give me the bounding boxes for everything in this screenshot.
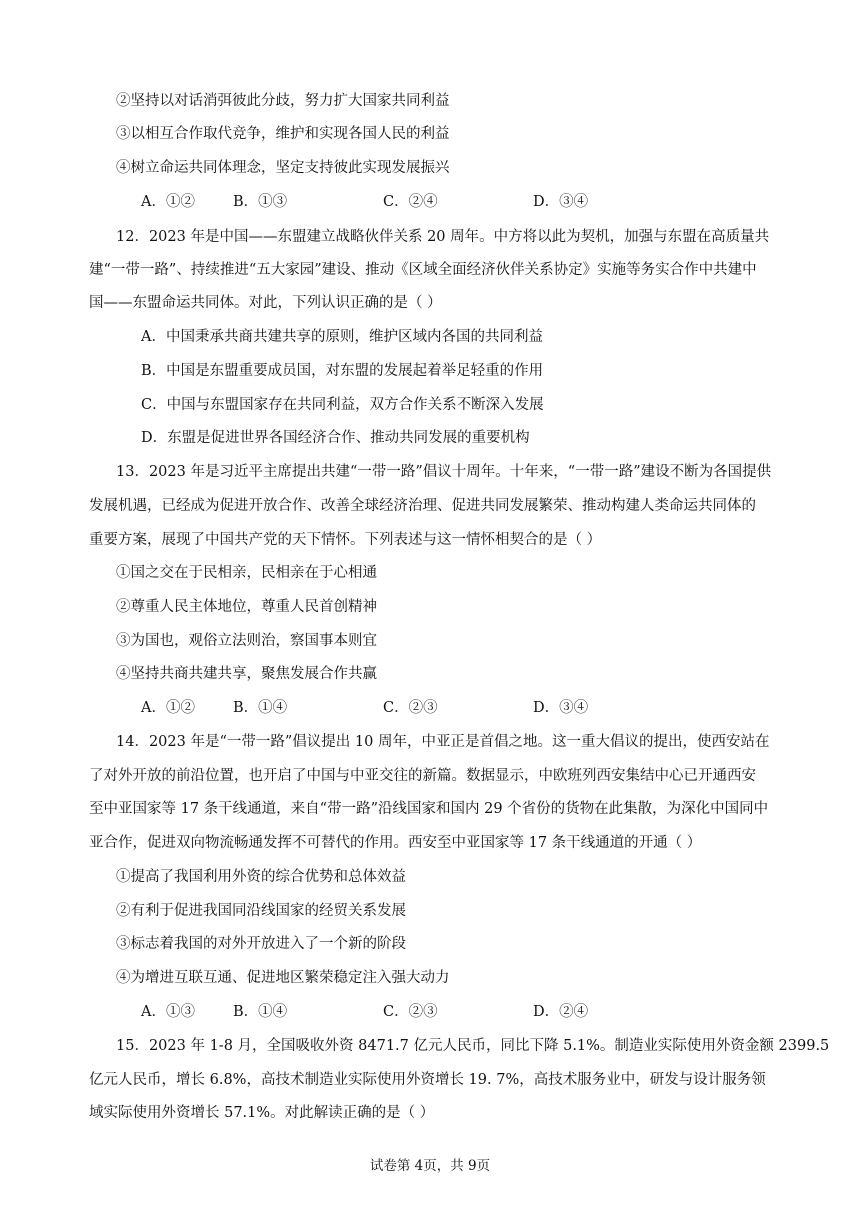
q14-stem-line-1: 14．2023 年是“一带一路”倡议提出 10 周年，中亚正是首倡之地。这一重大倡议的提出，使西安站在: [116, 734, 770, 750]
q15-stem-line-2: 亿元人民币，增长 6.8%，高技术制造业实际使用外资增长 19. 7%，高技术服务业中，研发与设计服务领: [89, 1072, 766, 1088]
q13-choice-d: D．③④: [533, 700, 589, 716]
q13-item-1: ①国之交在于民相亲，民相亲在于心相通: [116, 565, 377, 581]
q13-item-2: ②尊重人民主体地位，尊重人民首创精神: [116, 599, 377, 615]
q13-choice-a: A．①②: [141, 700, 195, 716]
q13-item-4: ④坚持共商共建共享，聚焦发展合作共赢: [116, 666, 377, 682]
q13-stem-line-2: 发展机遇，已经成为促进开放合作、改善全球经济治理、促进共同发展繁荣、推动构建人类命运共同体的: [89, 498, 756, 514]
q11-item-3: ③以相互合作取代竞争，维护和实现各国人民的利益: [116, 126, 450, 142]
page-footer: 试卷第 4页，共 9页: [369, 1158, 491, 1174]
q14-choice-a: A．①③: [141, 1004, 195, 1020]
q11-choice-a: A．①②: [141, 194, 195, 210]
q12-choice-d: D．东盟是促进世界各国经济合作、推动共同发展的重要机构: [141, 430, 530, 446]
q14-choice-c: C．②③: [383, 1004, 438, 1020]
q14-item-2: ②有利于促进我国同沿线国家的经贸关系发展: [116, 903, 406, 919]
q11-item-2: ②坚持以对话消弭彼此分歧，努力扩大国家共同利益: [116, 93, 450, 109]
q14-stem-line-4: 亚合作，促进双向物流畅通发挥不可替代的作用。西安至中亚国家等 17 条干线通道的开通（ ）: [89, 835, 702, 851]
q13-item-3: ③为国也，观俗立法则治，察国事本则宜: [116, 633, 377, 649]
q14-item-1: ①提高了我国利用外资的综合优势和总体效益: [116, 869, 406, 885]
q11-choice-c: C．②④: [383, 194, 438, 210]
q11-choice-d: D．③④: [533, 194, 589, 210]
q12-stem-line-1: 12．2023 年是中国——东盟建立战略伙伴关系 20 周年。中方将以此为契机，加强与东盟在高质量共: [116, 229, 770, 245]
q13-stem-line-3: 重要方案，展现了中国共产党的天下情怀。下列表述与这一情怀相契合的是（ ）: [89, 532, 602, 548]
q12-choice-c: C．中国与东盟国家存在共同利益，双方合作关系不断深入发展: [141, 397, 544, 413]
q14-item-3: ③标志着我国的对外开放进入了一个新的阶段: [116, 936, 406, 952]
q12-choice-a: A．中国秉承共商共建共享的原则，维护区域内各国的共同利益: [141, 329, 543, 345]
q13-choice-b: B．①④: [233, 700, 288, 716]
q11-item-4: ④树立命运共同体理念，坚定支持彼此实现发展振兴: [116, 160, 450, 176]
q12-stem-line-2: 建“一带一路”、持续推进“五大家园”建设、推动《区域全面经济伙伴关系协定》实施等务实合作中共建中: [89, 262, 757, 278]
q14-stem-line-2: 了对外开放的前沿位置，也开启了中国与中亚交往的新篇。数据显示，中欧班列西安集结中心已开通西安: [89, 768, 756, 784]
q14-choice-d: D．②④: [533, 1004, 589, 1020]
q14-stem-line-3: 至中亚国家等 17 条干线通道，来自“带一路”沿线国家和国内 29 个省份的货物在此集散，为深化中国同中: [89, 801, 769, 817]
q13-choice-c: C．②③: [383, 700, 438, 716]
q14-item-4: ④为增进互联互通、促进地区繁荣稳定注入强大动力: [116, 970, 450, 986]
q12-choice-b: B．中国是东盟重要成员国，对东盟的发展起着举足轻重的作用: [141, 363, 544, 379]
q15-stem-line-1: 15．2023 年 1-8 月，全国吸收外资 8471.7 亿元人民币，同比下降 5.1%。制造业实际使用外资金额 2399.5: [116, 1038, 830, 1054]
q13-stem-line-1: 13．2023 年是习近平主席提出共建“一带一路”倡议十周年。十年来，“一带一路”建设不断为各国提供: [116, 464, 772, 480]
q15-stem-line-3: 域实际使用外资增长 57.1%。对此解读正确的是（ ）: [89, 1105, 435, 1121]
q11-choice-b: B．①③: [233, 194, 288, 210]
q14-choice-b: B．①④: [233, 1004, 288, 1020]
q12-stem-line-3: 国——东盟命运共同体。对此，下列认识正确的是（ ）: [89, 295, 442, 311]
